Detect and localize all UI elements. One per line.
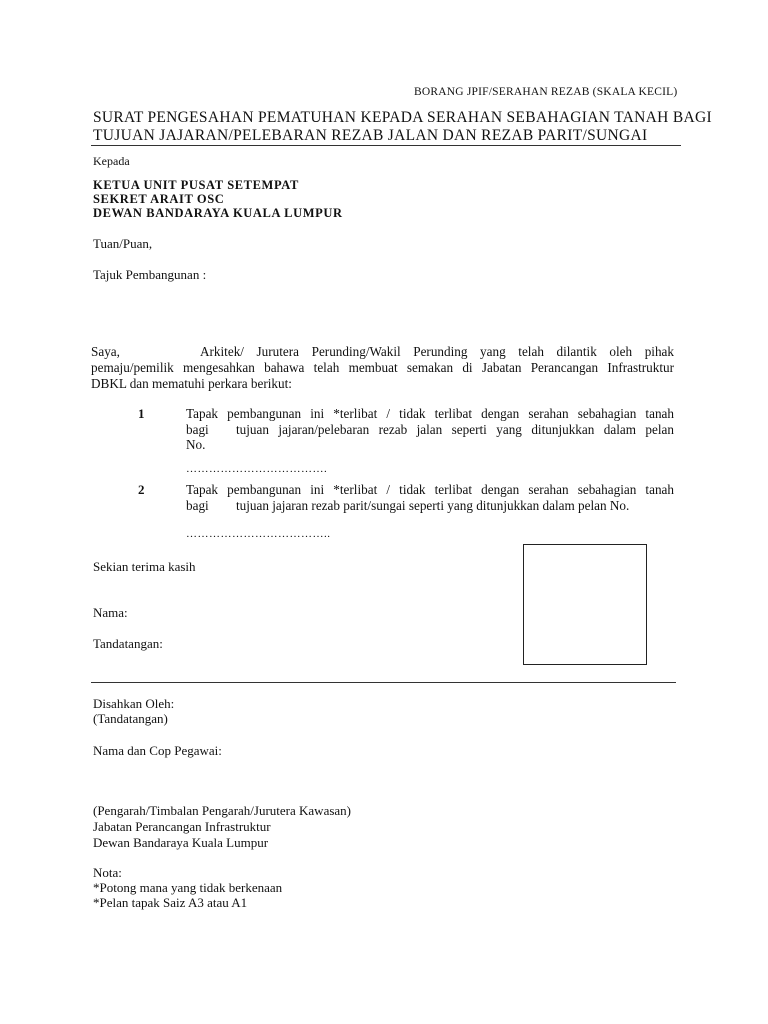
item-text-1 <box>186 406 674 453</box>
approval-signature-label: (Tandatangan) <box>93 711 168 726</box>
signature-label: Tandatangan: <box>93 636 163 651</box>
declaration-saya: Saya, <box>91 344 120 359</box>
section-divider <box>91 682 676 683</box>
department-name: Jabatan Perancangan Infrastruktur <box>93 819 271 834</box>
item-2-line-1: Tapak pembangunan ini *terlibat / tidak terlibat dengan serahan sebahagian tanah <box>186 482 674 497</box>
item-2-line-2: tujuan jajaran rezab parit/sungai seperti yang ditunjukkan dalam pelan No. <box>236 497 630 513</box>
title-divider <box>91 145 681 146</box>
item-1-line-2: tujuan jajaran/pelebaran rezab jalan seperti yang ditunjukkan dalam pelan <box>236 421 674 437</box>
approved-by-label: Disahkan Oleh: <box>93 696 175 711</box>
note-1: *Potong mana yang tidak berkenaan <box>93 880 283 895</box>
officer-position: (Pengarah/Timbalan Pengarah/Jurutera Kawasan) <box>93 803 351 818</box>
name-label: Nama: <box>93 605 128 620</box>
stamp-box <box>523 544 647 665</box>
to-label: Kepada <box>93 154 130 168</box>
form-code: BORANG JPIF/SERAHAN REZAB (SKALA KECIL) <box>414 86 678 98</box>
declaration-line-1: Arkitek/ Jurutera Perunding/Wakil Perunding yang telah dilantik oleh pihak <box>200 344 674 359</box>
item-1-bagi: bagi <box>186 421 209 437</box>
salutation: Tuan/Puan, <box>93 236 153 251</box>
note-2: *Pelan tapak Saiz A3 atau A1 <box>93 895 248 910</box>
notes-label: Nota: <box>93 865 122 880</box>
item-1-line-1: Tapak pembangunan ini *terlibat / tidak terlibat dengan serahan sebahagian tanah <box>186 406 674 421</box>
item-1-plan-number-dots: ………………………………. <box>186 463 328 475</box>
item-1-line-3: No. <box>186 437 206 452</box>
declaration-line-2: pemaju/pemilik mengesahkan bahawa telah membuat semakan di Jabatan Perancangan Infrastruktur <box>91 360 674 375</box>
document-title-line-2: TUJUAN JAJARAN/PELEBARAN REZAB JALAN DAN REZAB PARIT/SUNGAI <box>93 127 648 144</box>
declaration-line-3: DBKL dan mematuhi perkara berikut: <box>91 376 292 391</box>
closing-text: Sekian terima kasih <box>93 559 196 574</box>
item-number-2: 2 <box>138 482 145 497</box>
officer-name-stamp-label: Nama dan Cop Pegawai: <box>93 743 222 758</box>
addressee-line-1: KETUA UNIT PUSAT SETEMPAT <box>93 178 299 192</box>
addressee-line-3: DEWAN BANDARAYA KUALA LUMPUR <box>93 206 343 220</box>
item-number-1: 1 <box>138 406 145 421</box>
project-title-label: Tajuk Pembangunan : <box>93 267 207 282</box>
organization-name: Dewan Bandaraya Kuala Lumpur <box>93 835 269 850</box>
item-text-2 <box>186 482 674 513</box>
declaration-paragraph <box>91 344 674 392</box>
addressee-line-2: SEKRET ARAIT OSC <box>93 192 225 206</box>
item-2-plan-number-dots: ……………………………….. <box>186 528 331 540</box>
document-title-line-1: SURAT PENGESAHAN PEMATUHAN KEPADA SERAHAN SEBAHAGIAN TANAH BAGI <box>93 109 712 126</box>
item-2-bagi: bagi <box>186 497 209 513</box>
